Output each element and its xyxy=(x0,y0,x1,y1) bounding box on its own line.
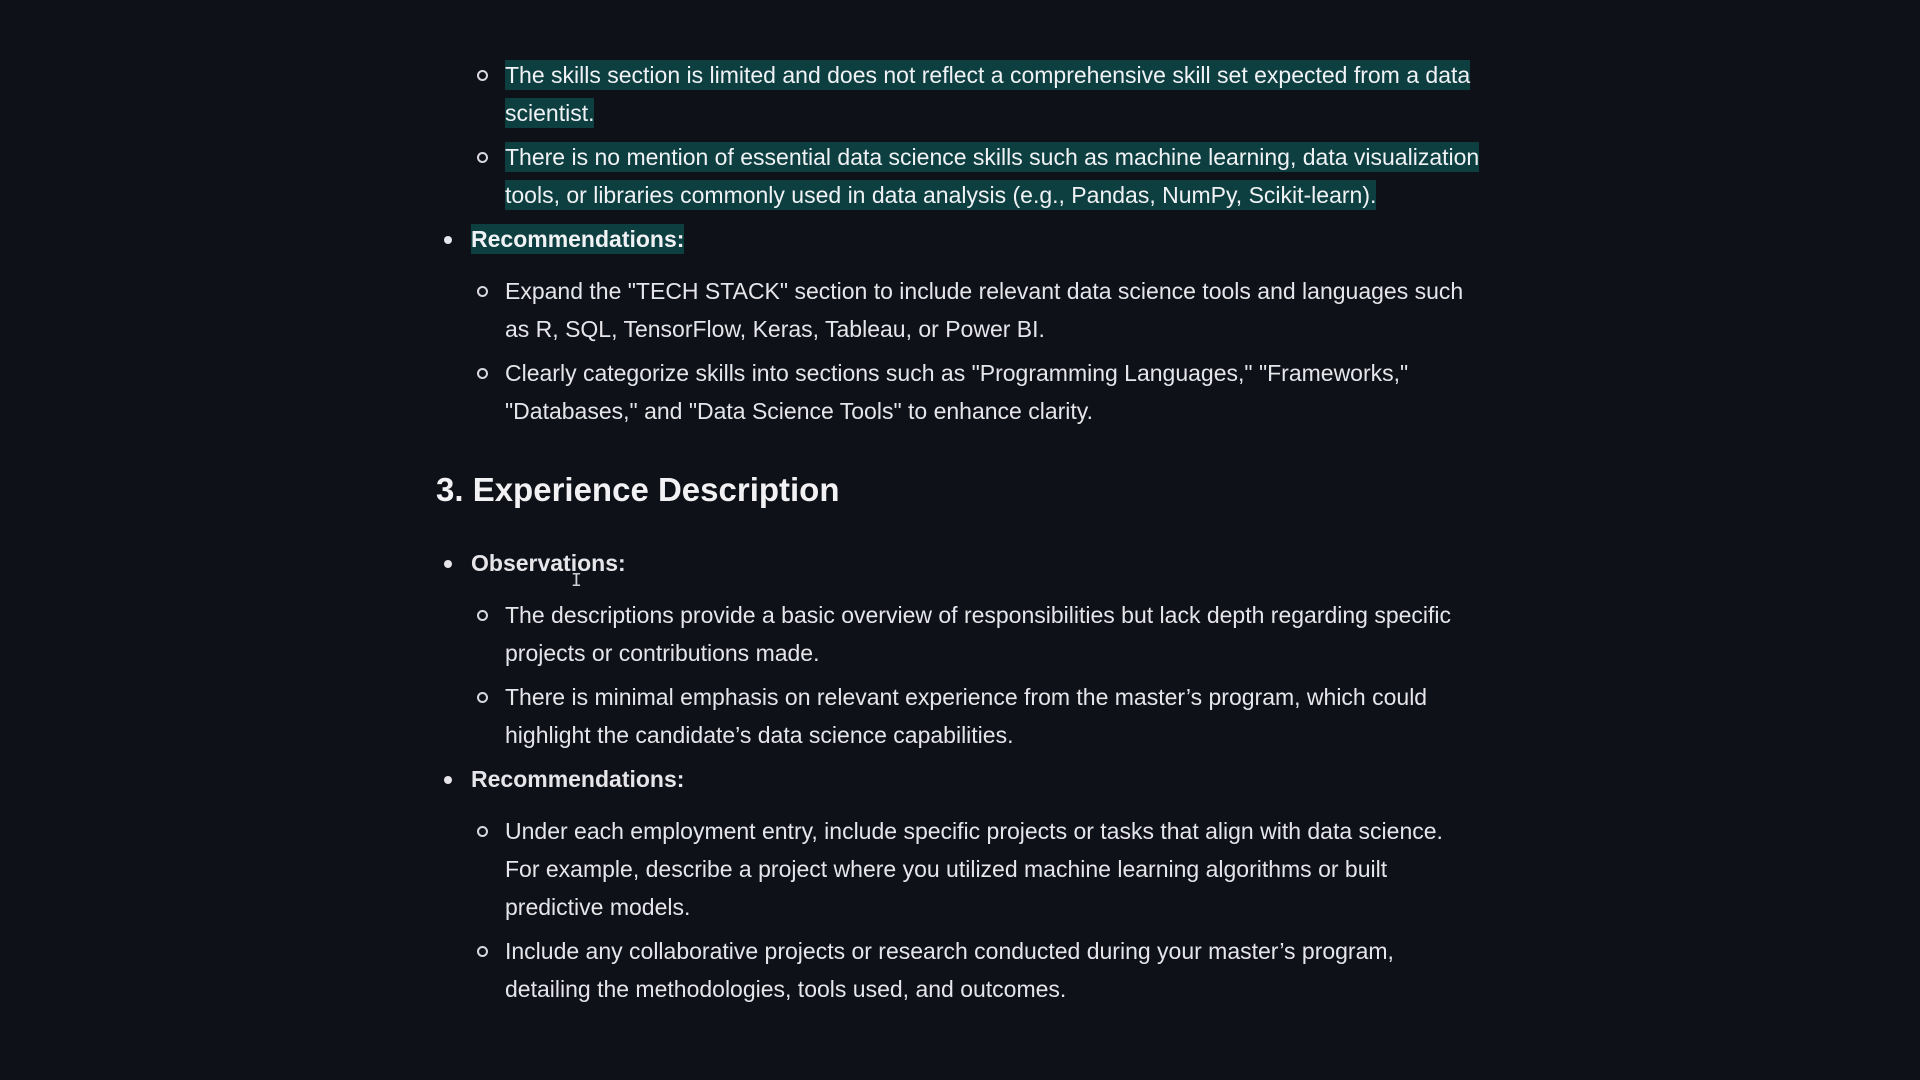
skills-observations-list xyxy=(436,56,1480,214)
recommendations-label: Recommendations: xyxy=(471,226,685,252)
section-heading-experience: 3. Experience Description xyxy=(436,471,840,508)
list-item: Include any collaborative projects or research conducted during your master’s program, detailing the methodologies, tools used, and outcomes. xyxy=(436,932,1480,1008)
list-item: Expand the "TECH STACK" section to include relevant data science tools and languages such as R, SQL, TensorFlow, Keras, Tableau, or Power BI. xyxy=(436,272,1480,348)
observations-label: Observations: xyxy=(471,550,626,576)
experience-observations-list xyxy=(436,596,1480,754)
recommendations-bullet xyxy=(436,760,1480,1008)
text-cursor-icon: I xyxy=(571,570,582,591)
list-item: There is minimal emphasis on relevant experience from the master’s program, which could highlight the candidate’s data science capabilities. xyxy=(436,678,1480,754)
skills-recommendations-section xyxy=(436,220,1480,430)
observations-bullet xyxy=(436,544,1480,754)
experience-section xyxy=(436,544,1480,1008)
list-item: Clearly categorize skills into sections such as "Programming Languages," "Frameworks," "Databases," and "Data Science Tools" to enhance clarity. xyxy=(436,354,1480,430)
selected-text: The skills section is limited and does not reflect a comprehensive skill set expected from a data scientist. xyxy=(505,62,1471,126)
recommendations-label: Recommendations: xyxy=(471,766,685,792)
selected-text: There is no mention of essential data science skills such as machine learning, data visualization tools, or libraries commonly used in data analysis (e.g., Pandas, NumPy, Scikit-learn). xyxy=(505,144,1480,208)
list-item xyxy=(436,56,1480,132)
list-item: The descriptions provide a basic overview of responsibilities but lack depth regarding specific projects or contributions made. xyxy=(436,596,1480,672)
recommendations-bullet xyxy=(436,220,1480,430)
skills-recommendations-list xyxy=(436,272,1480,430)
experience-recommendations-list xyxy=(436,812,1480,1008)
feedback-content xyxy=(436,56,1480,1014)
list-item: Under each employment entry, include specific projects or tasks that align with data science. For example, describe a project where you utilized machine learning algorithms or built predictive models. xyxy=(436,812,1480,926)
list-item xyxy=(436,138,1480,214)
